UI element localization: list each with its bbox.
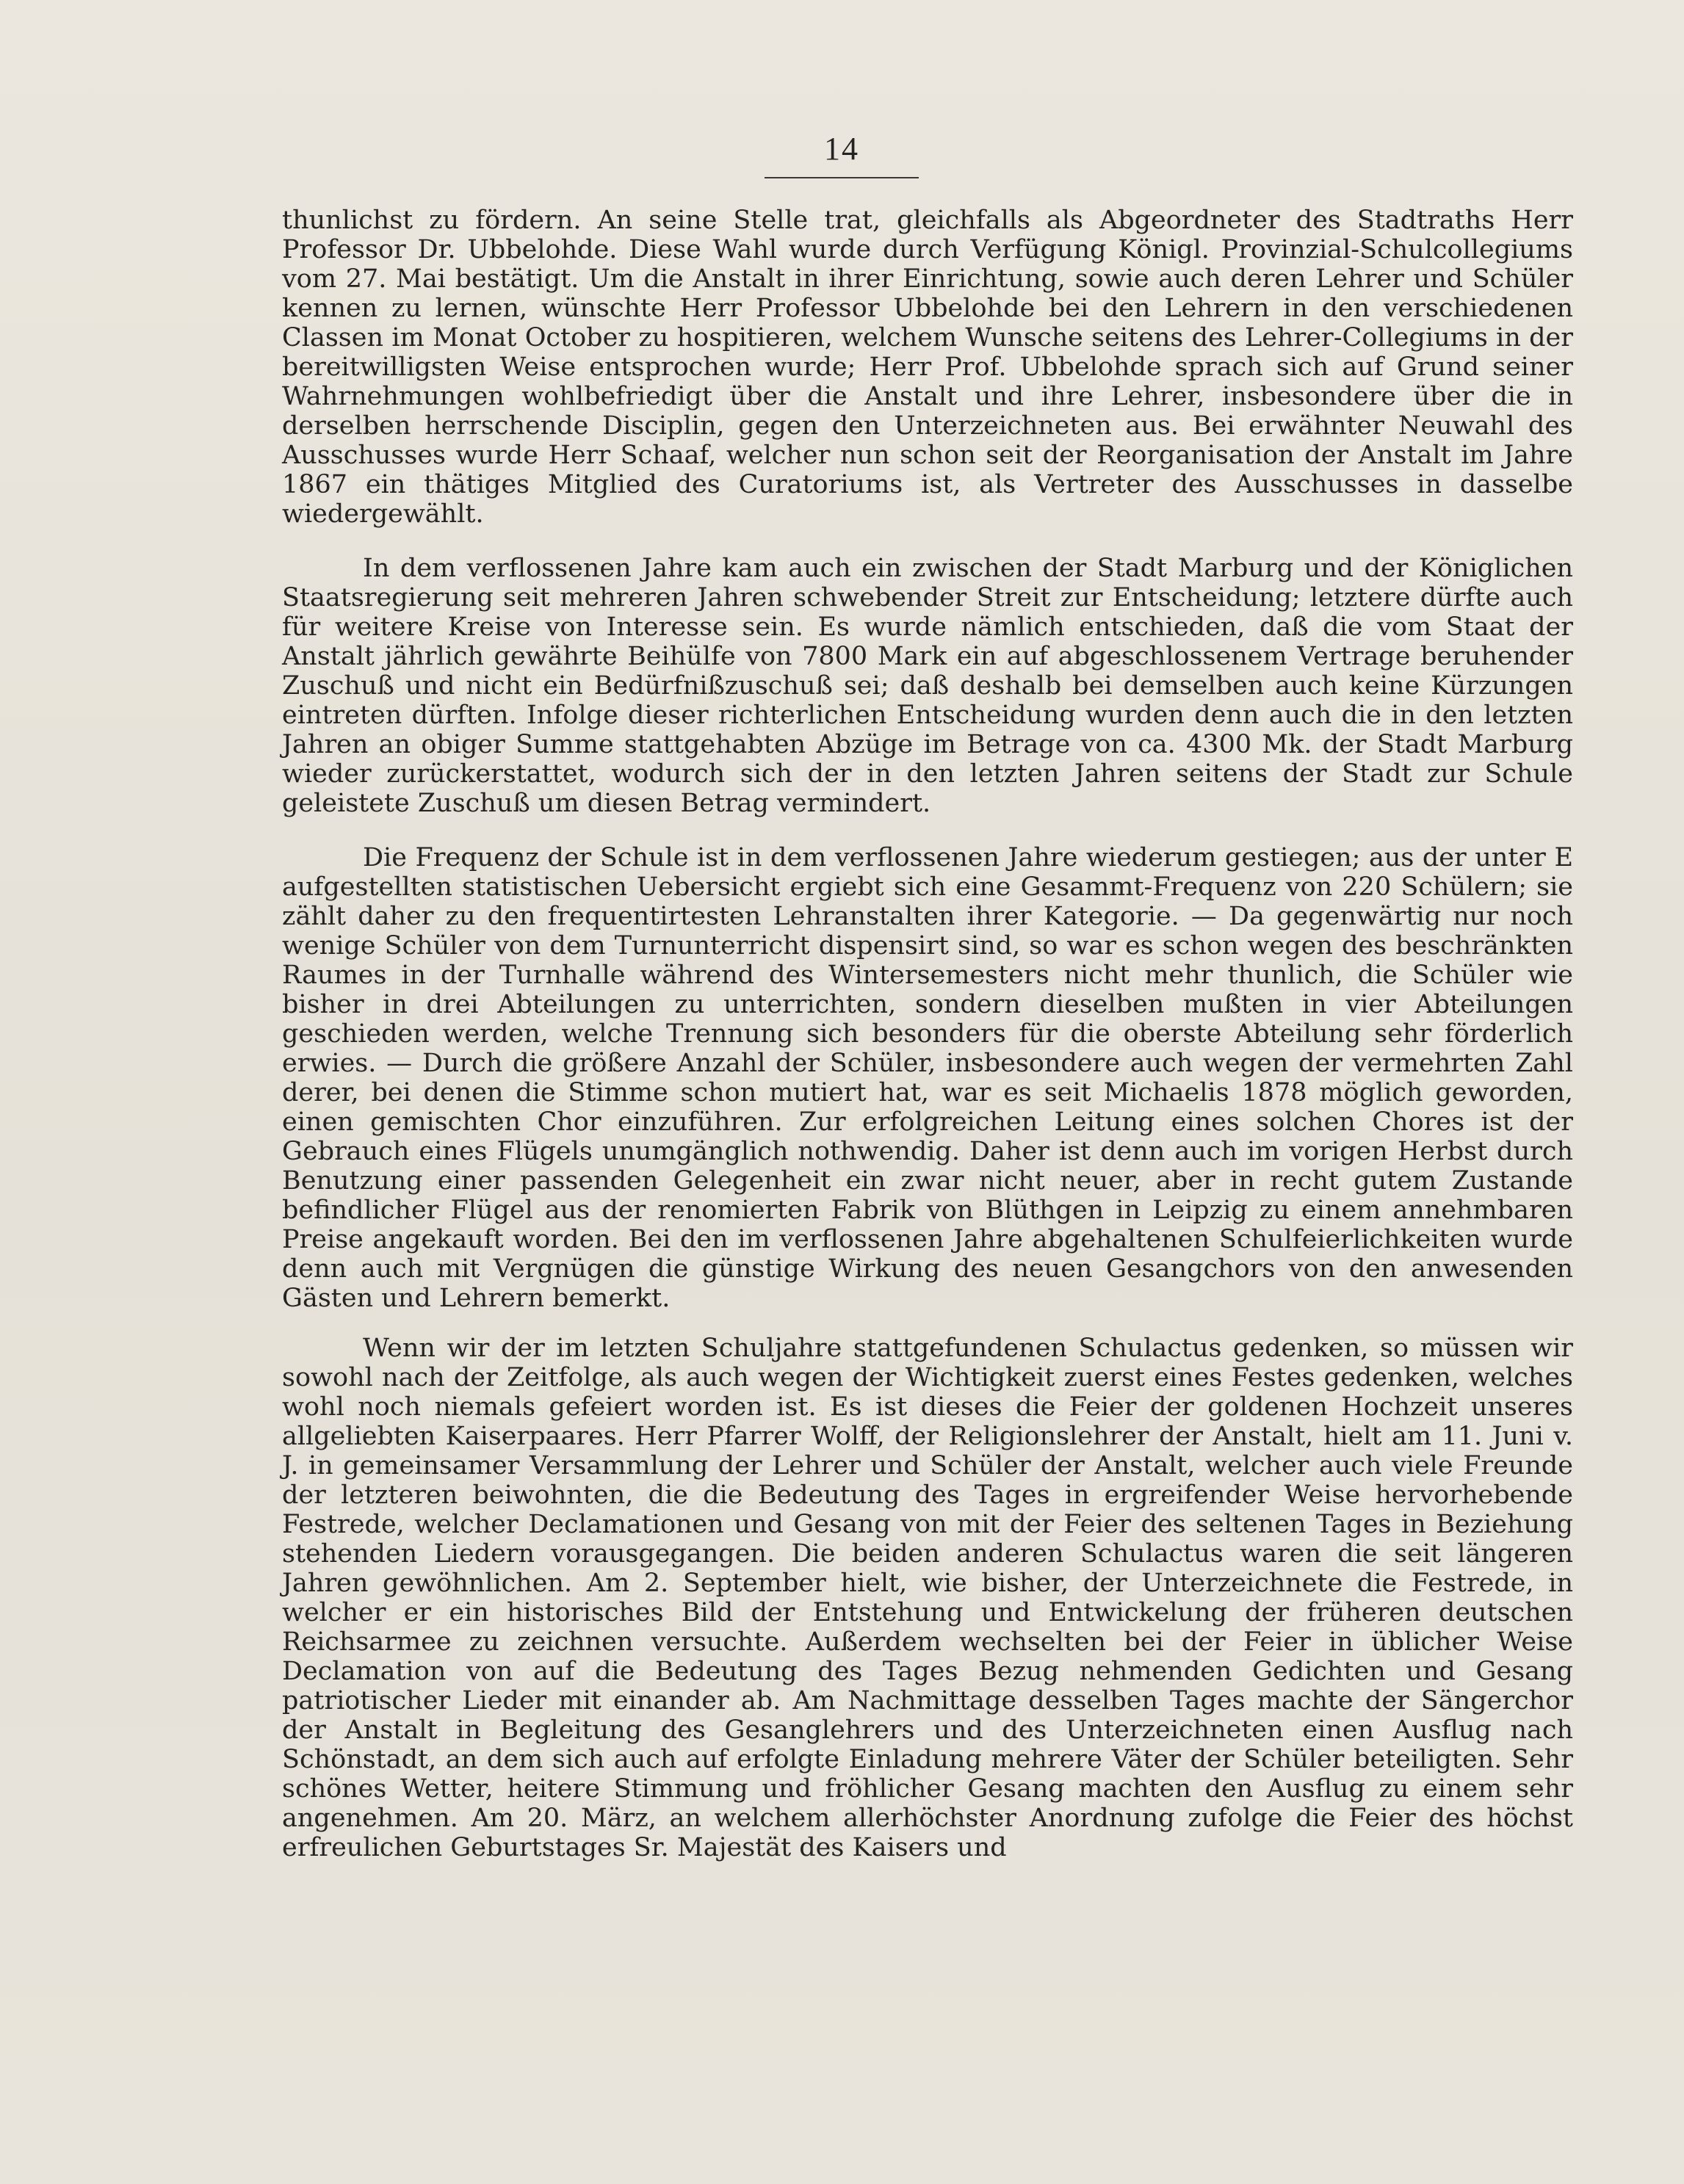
page-number: 14: [824, 131, 859, 167]
paragraph-1: thunlichst zu fördern. An seine Stelle trat, gleichfalls als Abgeordneter des Stadtraths Herr Professor Dr. Ubbelohde. Diese Wahl wurde durch Verfügung Königl. Provinzial-Schulcollegiums vom 27. Mai bestätigt. Um die Anstalt in ihrer Einrichtung, sowie auch deren Lehrer und Schüler kennen zu lernen, wünschte Herr Professor Ubbelohde bei den Lehrern in den verschiedenen Classen im Monat October zu hospitieren, welchem Wunsche seitens des Lehrer-Collegiums in der bereitwilligsten Weise entsprochen wurde; Herr Prof. Ubbelohde sprach sich auf Grund seiner Wahrnehmungen wohlbefriedigt über die Anstalt und ihre Lehrer, insbesondere über die in derselben herrschende Disciplin, gegen den Unterzeichneten aus. Bei erwähnter Neuwahl des Ausschusses wurde Herr Schaaf, welcher nun schon seit der Reorganisation der Anstalt im Jahre 1867 ein thätiges Mitglied des Curatoriums ist, als Vertreter des Ausschusses in dasselbe wiedergewählt.: [282, 206, 1573, 529]
paragraph-3: Die Frequenz der Schule ist in dem verflossenen Jahre wiederum gestiegen; aus der unter E aufgestellten statistischen Uebersicht ergiebt sich eine Gesammt-Frequenz von 220 Schülern; sie zählt daher zu den frequentirtesten Lehranstalten ihrer Kategorie. — Da gegenwärtig nur noch wenige Schüler von dem Turnunterricht dispensirt sind, so war es schon wegen des beschränkten Raumes in der Turnhalle während des Wintersemesters nicht mehr thunlich, die Schüler wie bisher in drei Abteilungen zu unterrichten, sondern dieselben mußten in vier Abteilungen geschieden werden, welche Trennung sich besonders für die oberste Abteilung sehr förderlich erwies. — Durch die größere Anzahl der Schüler, insbesondere auch wegen der vermehrten Zahl derer, bei denen die Stimme schon mutiert hat, war es seit Michaelis 1878 möglich geworden, einen gemischten Chor einzuführen. Zur erfolgreichen Leitung eines solchen Chores ist der Gebrauch eines Flügels unumgänglich nothwendig. Daher ist denn auch im vorigen Herbst durch Benutzung einer passenden Gelegenheit ein zwar nicht neuer, aber in recht gutem Zustande befindlicher Flügel aus der renomierten Fabrik von Blüthgen in Leipzig zu einem annehmbaren Preise angekauft worden. Bei den im verflossenen Jahre abgehaltenen Schulfeierlichkeiten wurde denn auch mit Vergnügen die günstige Wirkung des neuen Gesangchors von den anwesenden Gästen und Lehrern bemerkt.: [282, 843, 1573, 1313]
page-number-rule: [765, 177, 919, 178]
paragraph-2: In dem verflossenen Jahre kam auch ein zwischen der Stadt Marburg und der Königlichen Staatsregierung seit mehreren Jahren schwebender Streit zur Entscheidung; letztere dürfte auch für weitere Kreise von Interesse sein. Es wurde nämlich entschieden, daß die vom Staat der Anstalt jährlich gewährte Beihülfe von 7800 Mark ein auf abgeschlossenem Vertrage beruhender Zuschuß und nicht ein Bedürfnißzuschuß sei; daß deshalb bei demselben auch keine Kürzungen eintreten dürften. Infolge dieser richterlichen Entscheidung wurden denn auch die in den letzten Jahren an obiger Summe stattgehabten Abzüge im Betrage von ca. 4300 Mk. der Stadt Marburg wieder zurückerstattet, wodurch sich der in den letzten Jahren seitens der Stadt zur Schule geleistete Zuschuß um diesen Betrag vermindert.: [282, 554, 1573, 818]
paragraph-4: Wenn wir der im letzten Schuljahre stattgefundenen Schulactus gedenken, so müssen wir sowohl nach der Zeitfolge, als auch wegen der Wichtigkeit zuerst eines Festes gedenken, welches wohl noch niemals gefeiert worden ist. Es ist dieses die Feier der goldenen Hochzeit unseres allgeliebten Kaiserpaares. Herr Pfarrer Wolff, der Religionslehrer der Anstalt, hielt am 11. Juni v. J. in gemeinsamer Versammlung der Lehrer und Schüler der Anstalt, welcher auch viele Freunde der letzteren beiwohnten, die die Bedeutung des Tages in ergreifender Weise hervorhebende Festrede, welcher Declamationen und Gesang von mit der Feier des seltenen Tages in Beziehung stehenden Liedern vorausgegangen. Die beiden anderen Schulactus waren die seit längeren Jahren gewöhnlichen. Am 2. September hielt, wie bisher, der Unterzeichnete die Festrede, in welcher er ein historisches Bild der Entstehung und Entwickelung der früheren deutschen Reichsarmee zu zeichnen versuchte. Außerdem wechselten bei der Feier in üblicher Weise Declamation von auf die Bedeutung des Tages Bezug nehmenden Gedichten und Gesang patriotischer Lieder mit einander ab. Am Nachmittage desselben Tages machte der Sängerchor der Anstalt in Begleitung des Gesanglehrers und des Unterzeichneten einen Ausflug nach Schönstadt, an dem sich auch auf erfolgte Einladung mehrere Väter der Schüler beteiligten. Sehr schönes Wetter, heitere Stimmung und fröhlicher Gesang machten den Ausflug zu einem sehr angenehmen. Am 20. März, an welchem allerhöchster Anordnung zufolge die Feier des höchst erfreulichen Geburtstages Sr. Majestät des Kaisers und: [282, 1334, 1573, 1862]
body-text: [282, 206, 1573, 1862]
